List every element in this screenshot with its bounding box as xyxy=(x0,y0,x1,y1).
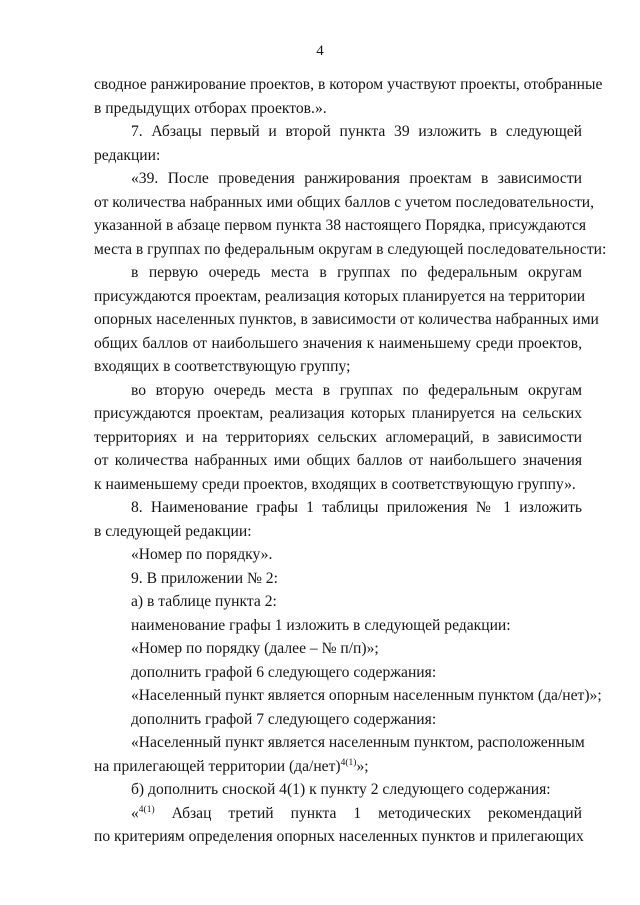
text-line xyxy=(94,473,582,497)
line-text: присуждаются проектам, реализация которых планируется на сельских xyxy=(94,405,582,422)
line-text: «Населенный пункт является опорным населенным пунктом (да/нет)»; xyxy=(131,687,602,704)
line-text: «Населенный пункт является населенным пунктом, расположенным xyxy=(131,734,585,751)
text-line xyxy=(94,214,587,238)
text-line xyxy=(94,449,582,473)
line-text: б) дополнить сноской 4(1) к пункту 2 следующего содержания: xyxy=(131,781,551,798)
text-line xyxy=(94,191,595,215)
line-text: на прилегающей территории (да/нет) xyxy=(94,757,341,775)
text-line xyxy=(94,308,599,332)
text-line xyxy=(94,520,582,544)
line-text: во вторую очередь места в группах по федеральным округам xyxy=(131,381,582,399)
text-line xyxy=(94,167,582,191)
line-text: по критериям определения опорных населенных пунктов и прилегающих xyxy=(94,828,584,845)
line-text: опорных населенных пунктов, в зависимости от количества набранных ими xyxy=(94,311,599,328)
line-text: территориях и на территориях сельских агломераций, в зависимости xyxy=(94,428,582,446)
line-text: 8. Наименование графы 1 таблицы приложения № 1 изложить xyxy=(131,499,582,516)
line-text: «39. После проведения ранжирования проектам в зависимости xyxy=(131,170,582,187)
line-text: «Номер по порядку (далее – № п/п)»; xyxy=(131,640,379,657)
line-text: места в группах по федеральным округам в следующей последовательности: xyxy=(94,240,607,258)
text-line xyxy=(94,261,582,285)
text-line xyxy=(94,379,582,403)
line-text: редакции: xyxy=(94,146,161,164)
text-line xyxy=(94,73,603,97)
text-line xyxy=(94,755,582,779)
text-line xyxy=(94,637,582,661)
page-number: 4 xyxy=(316,43,324,59)
text-line xyxy=(94,144,582,168)
text-line xyxy=(94,708,582,732)
line-text: 7. Абзацы первый и второй пункта 39 изложить в следующей xyxy=(131,123,582,140)
line-text: присуждаются проектам, реализация которых планируется на территории xyxy=(94,287,586,305)
line-text: от количества набранных ими общих баллов от наибольшего значения xyxy=(94,452,582,469)
text-line xyxy=(94,355,582,379)
text-line xyxy=(94,684,602,708)
text-line xyxy=(94,426,582,450)
text-line xyxy=(94,802,582,826)
line-text: в первую очередь места в группах по федеральным округам xyxy=(131,264,582,281)
text-line xyxy=(94,543,582,567)
line-text: « xyxy=(131,804,139,822)
line-text: сводное ранжирование проектов, в котором участвуют проекты, отобранные xyxy=(94,76,603,93)
line-text: а) в таблице пункта 2: xyxy=(131,593,277,610)
line-text-continued: »; xyxy=(356,757,369,775)
text-line xyxy=(94,590,582,614)
footnote-reference: 4(1) xyxy=(138,804,155,815)
text-line xyxy=(94,496,582,520)
text-line xyxy=(94,567,582,591)
line-text: наименование графы 1 изложить в следующей редакции: xyxy=(131,616,511,634)
line-text: общих баллов от наибольшего значения к наименьшему среди проектов, xyxy=(94,334,582,352)
line-text: от количества набранных ими общих баллов с учетом последовательности, xyxy=(94,193,595,211)
line-text: дополнить графой 7 следующего содержания: xyxy=(131,710,437,728)
text-line xyxy=(94,661,582,685)
line-text: «Номер по порядку». xyxy=(131,546,273,563)
text-line xyxy=(94,614,582,638)
line-text: входящих в соответствующую группу; xyxy=(94,358,351,375)
line-text-continued: Абзац третий пункта 1 методических рекомендаций xyxy=(154,804,582,822)
text-line xyxy=(94,402,582,426)
line-text: в следующей редакции: xyxy=(94,522,252,540)
text-line xyxy=(94,778,582,802)
text-line xyxy=(94,285,586,309)
line-text: 9. В приложении № 2: xyxy=(131,569,278,587)
line-text: дополнить графой 6 следующего содержания: xyxy=(131,663,437,681)
line-text: указанной в абзаце первом пункта 38 настоящего Порядка, присуждаются xyxy=(94,217,587,234)
line-text: в предыдущих отборах проектов.». xyxy=(94,99,327,117)
line-text: к наименьшему среди проектов, входящих в соответствующую группу». xyxy=(94,475,576,493)
text-line xyxy=(94,731,585,755)
footnote-reference: 4(1) xyxy=(340,757,357,768)
text-line xyxy=(94,120,582,144)
text-line xyxy=(94,332,582,356)
text-line xyxy=(94,238,607,262)
text-line xyxy=(94,97,582,121)
document-body xyxy=(94,73,607,849)
text-line xyxy=(94,825,582,849)
